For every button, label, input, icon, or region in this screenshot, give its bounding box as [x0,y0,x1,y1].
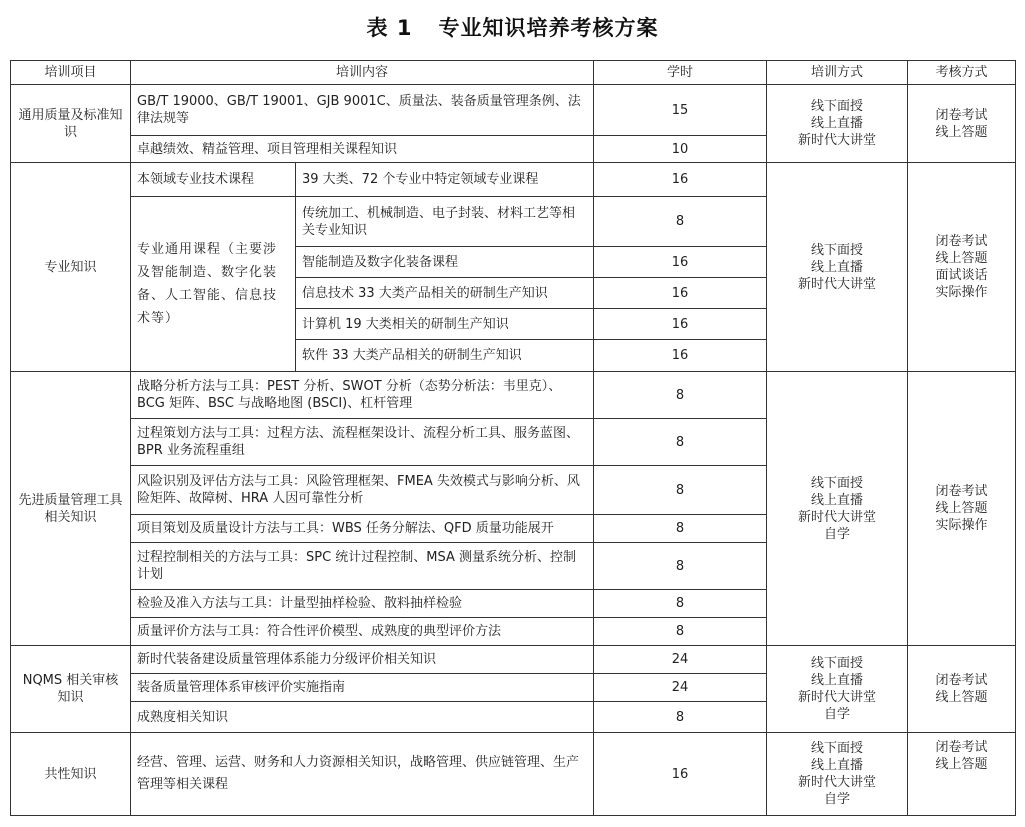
content-cell: 卓越绩效、精益管理、项目管理相关课程知识 [131,136,594,163]
training-method-item: 线下面授 [811,99,864,114]
assessment-method-cell [908,646,1016,733]
assessment-method-item: 线上答题 [935,124,988,140]
assessment-method-item: 闭卷考试 [935,484,988,499]
hours-cell: 8 [594,466,767,515]
header-hours: 学时 [594,61,767,85]
training-method-item: 新时代大讲堂 [798,133,877,148]
project-cell-advanced-tools: 先进质量管理工具相关知识 [11,372,131,646]
training-method-item: 线下面授 [811,741,864,756]
assessment-method-item: 闭卷考试 [935,673,988,688]
training-method-item: 新时代大讲堂 [798,509,877,525]
assessment-method-item: 线上答题 [935,690,988,705]
training-method-cell [767,372,908,646]
hours-cell: 24 [594,674,767,702]
training-method-cell [767,163,908,372]
training-method-cell [767,85,908,163]
table-row [11,163,1016,197]
assessment-method-cell [908,372,1016,646]
content-cell: GB/T 19000、GB/T 19001、GJB 9001C、质量法、装备质量管理条例、法律法规等 [131,85,594,136]
content-cell: 传统加工、机械制造、电子封装、材料工艺等相关专业知识 [296,197,594,247]
project-cell-common: 共性知识 [11,733,131,816]
content-cell: 39 大类、72 个专业中特定领域专业课程 [296,163,594,197]
hours-cell: 8 [594,590,767,618]
hours-cell: 8 [594,197,767,247]
content-cell: 过程控制相关的方法与工具：SPC 统计过程控制、MSA 测量系统分析、控制计划 [131,543,594,590]
table-row [11,372,1016,419]
hours-cell: 16 [594,309,767,340]
content-cell: 信息技术 33 大类产品相关的研制生产知识 [296,278,594,309]
table-row [11,646,1016,674]
hours-cell: 8 [594,618,767,646]
content-cell: 成熟度相关知识 [131,702,594,733]
training-method-item: 新时代大讲堂 [798,276,877,292]
header-training-method: 培训方式 [767,61,908,85]
assessment-method-item: 闭卷考试 [935,234,988,249]
hours-cell: 24 [594,646,767,674]
table-row [11,85,1016,136]
content-cell: 经营、管理、运营、财务和人力资源相关知识，战略管理、供应链管理、生产管理等相关课程 [131,733,594,816]
content-cell: 智能制造及数字化装备课程 [296,247,594,278]
hours-cell: 16 [594,340,767,372]
training-method-cell [767,733,908,816]
assessment-method-item: 线上答题 [935,757,988,772]
assessment-method-item: 面试谈话 [935,268,988,283]
hours-cell: 8 [594,372,767,419]
hours-cell: 8 [594,702,767,733]
header-row [11,61,1016,85]
document-page [0,13,1025,827]
table-row [11,733,1016,816]
training-method-item: 线下面授 [811,242,864,258]
hours-cell: 8 [594,543,767,590]
content-cell: 质量评价方法与工具：符合性评价模型、成熟度的典型评价方法 [131,618,594,646]
training-method-item: 线上直播 [811,259,864,275]
training-method-item: 新时代大讲堂 [798,690,877,705]
training-method-cell [767,646,908,733]
table-title-text: 专业知识培养考核方案 [438,16,659,40]
content-cell: 风险识别及评估方法与工具：风险管理框架、FMEA 失效模式与影响分析、风险矩阵、故障树、HRA 人因可靠性分析 [131,466,594,515]
project-cell-nqms: NQMS 相关审核知识 [11,646,131,733]
training-method-item: 线上直播 [811,758,864,773]
project-cell-professional: 专业知识 [11,163,131,372]
training-method-item: 自学 [824,526,851,542]
header-content: 培训内容 [131,61,594,85]
hours-cell: 16 [594,733,767,816]
hours-cell: 8 [594,515,767,543]
training-method-item: 线下面授 [811,656,864,671]
content-cell: 战略分析方法与工具：PEST 分析、SWOT 分析（态势分析法：韦里克）、BCG 矩阵、BSC 与战略地图 (BSCI)、杠杆管理 [131,372,594,419]
assessment-method-cell [908,85,1016,163]
assessment-method-item: 线上答题 [935,251,988,266]
hours-cell: 15 [594,85,767,136]
assessment-method-cell [908,733,1016,816]
content-cell: 装备质量管理体系审核评价实施指南 [131,674,594,702]
header-project: 培训项目 [11,61,131,85]
assessment-method-item: 线上答题 [935,501,988,516]
content-cell: 软件 33 大类产品相关的研制生产知识 [296,340,594,372]
hours-cell: 16 [594,163,767,197]
content-cell: 检验及准入方法与工具：计量型抽样检验、散料抽样检验 [131,590,594,618]
training-method-item: 新时代大讲堂 [798,775,877,790]
training-method-item: 自学 [824,792,851,807]
training-method-item: 线上直播 [811,116,864,131]
content-cell: 计算机 19 大类相关的研制生产知识 [296,309,594,340]
content-cell: 过程策划方法与工具：过程方法、流程框架设计、流程分析工具、服务蓝图、BPR 业务流程重组 [131,419,594,466]
assessment-method-item: 闭卷考试 [935,740,988,755]
assessment-method-item: 实际操作 [935,285,988,300]
sub-category-cell: 本领域专业技术课程 [131,163,296,197]
training-method-item: 线下面授 [811,475,864,491]
hours-cell: 16 [594,247,767,278]
hours-cell: 16 [594,278,767,309]
content-cell: 新时代装备建设质量管理体系能力分级评价相关知识 [131,646,594,674]
table-title [0,13,1025,43]
training-method-item: 自学 [824,707,851,722]
assessment-method-item: 闭卷考试 [935,107,988,123]
training-method-item: 线上直播 [811,673,864,688]
header-assessment-method: 考核方式 [908,61,1016,85]
project-cell-general-quality: 通用质量及标准知识 [11,85,131,163]
content-cell: 项目策划及质量设计方法与工具：WBS 任务分解法、QFD 质量功能展开 [131,515,594,543]
assessment-method-item: 实际操作 [935,518,988,533]
table-number: 表 1 [366,16,413,40]
assessment-method-cell [908,163,1016,372]
training-assessment-table [10,60,1016,816]
training-method-item: 线上直播 [811,492,864,508]
sub-category-cell: 专业通用课程（主要涉及智能制造、数字化装备、人工智能、信息技术等） [131,197,296,372]
hours-cell: 8 [594,419,767,466]
hours-cell: 10 [594,136,767,163]
